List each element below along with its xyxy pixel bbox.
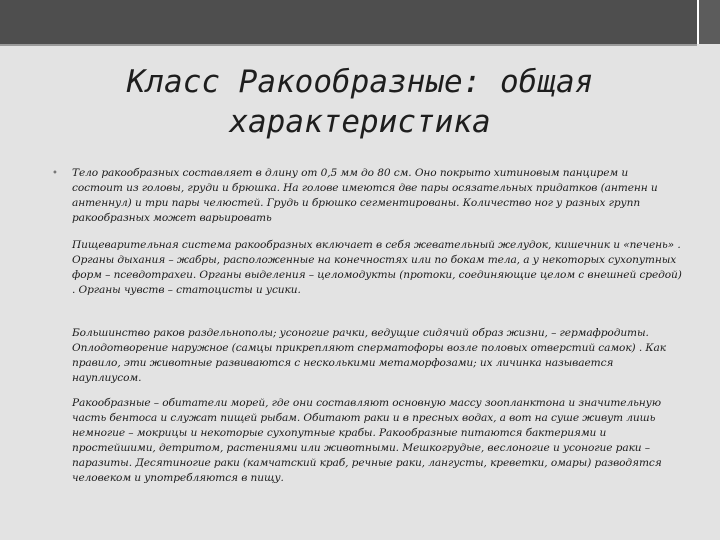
paragraph-body-structure: Тело ракообразных составляет в длину от 0,5 мм до 80 см. Оно покрыто хитиновым панцирем и состоит из головы, груди и брюшка. На голове имеются две пары осязательных придатков (антенн и антеннул) и три пары челюстей. Грудь и брюшко сегментированы. Количество ног у разных групп ракообразных может варьировать — [72, 167, 658, 224]
top-bar-dark-band — [0, 0, 697, 46]
top-bar-accent — [697, 0, 720, 44]
top-bar — [0, 0, 720, 44]
paragraph-habitat: Ракообразные – обитатели морей, где они составляют основную массу зоопланктона и значительную часть бентоса и служат пищей рыбам. Обитают раки и в пресных водах, а вот на суше живут лишь немногие – мокрицы и некоторые сухопутные крабы. Ракообразные питаются бактериями и простейшими, детритом, растениями или животными. Мешкогрудые, веслоногие и усоногие раки – паразиты. Десятиногие раки (камчатский краб, речные раки, лангусты, креветки, омары) разводятся человеком и употребляются в пищу. — [72, 397, 662, 484]
paragraph-digestive-system: Пищеварительная система ракообразных включает в себя жевательный желудок, кишечник и «печень» . Органы дыхания – жабры, расположенные на конечностях или по бокам тела, а у некоторых сухопутных форм – псевдотрахеи. Органы выделения – целомодукты (протоки, соединяющие целом с внешней средой) . Органы чувств – статоцисты и усики. — [72, 239, 682, 296]
bullet-icon: • — [52, 168, 58, 179]
paragraph-reproduction: Большинство раков раздельнополы; усоногие рачки, ведущие сидячий образ жизни, – гермафродиты. Оплодотворение наружное (самцы прикрепляют сперматофоры возле половых отверстий самок) . Как правило, эти животные развиваются с несколькими метаморфозами; их личинка называется науплиусом. — [72, 327, 666, 384]
slide-title: Класс Ракообразные: общая характеристика — [126, 64, 594, 140]
